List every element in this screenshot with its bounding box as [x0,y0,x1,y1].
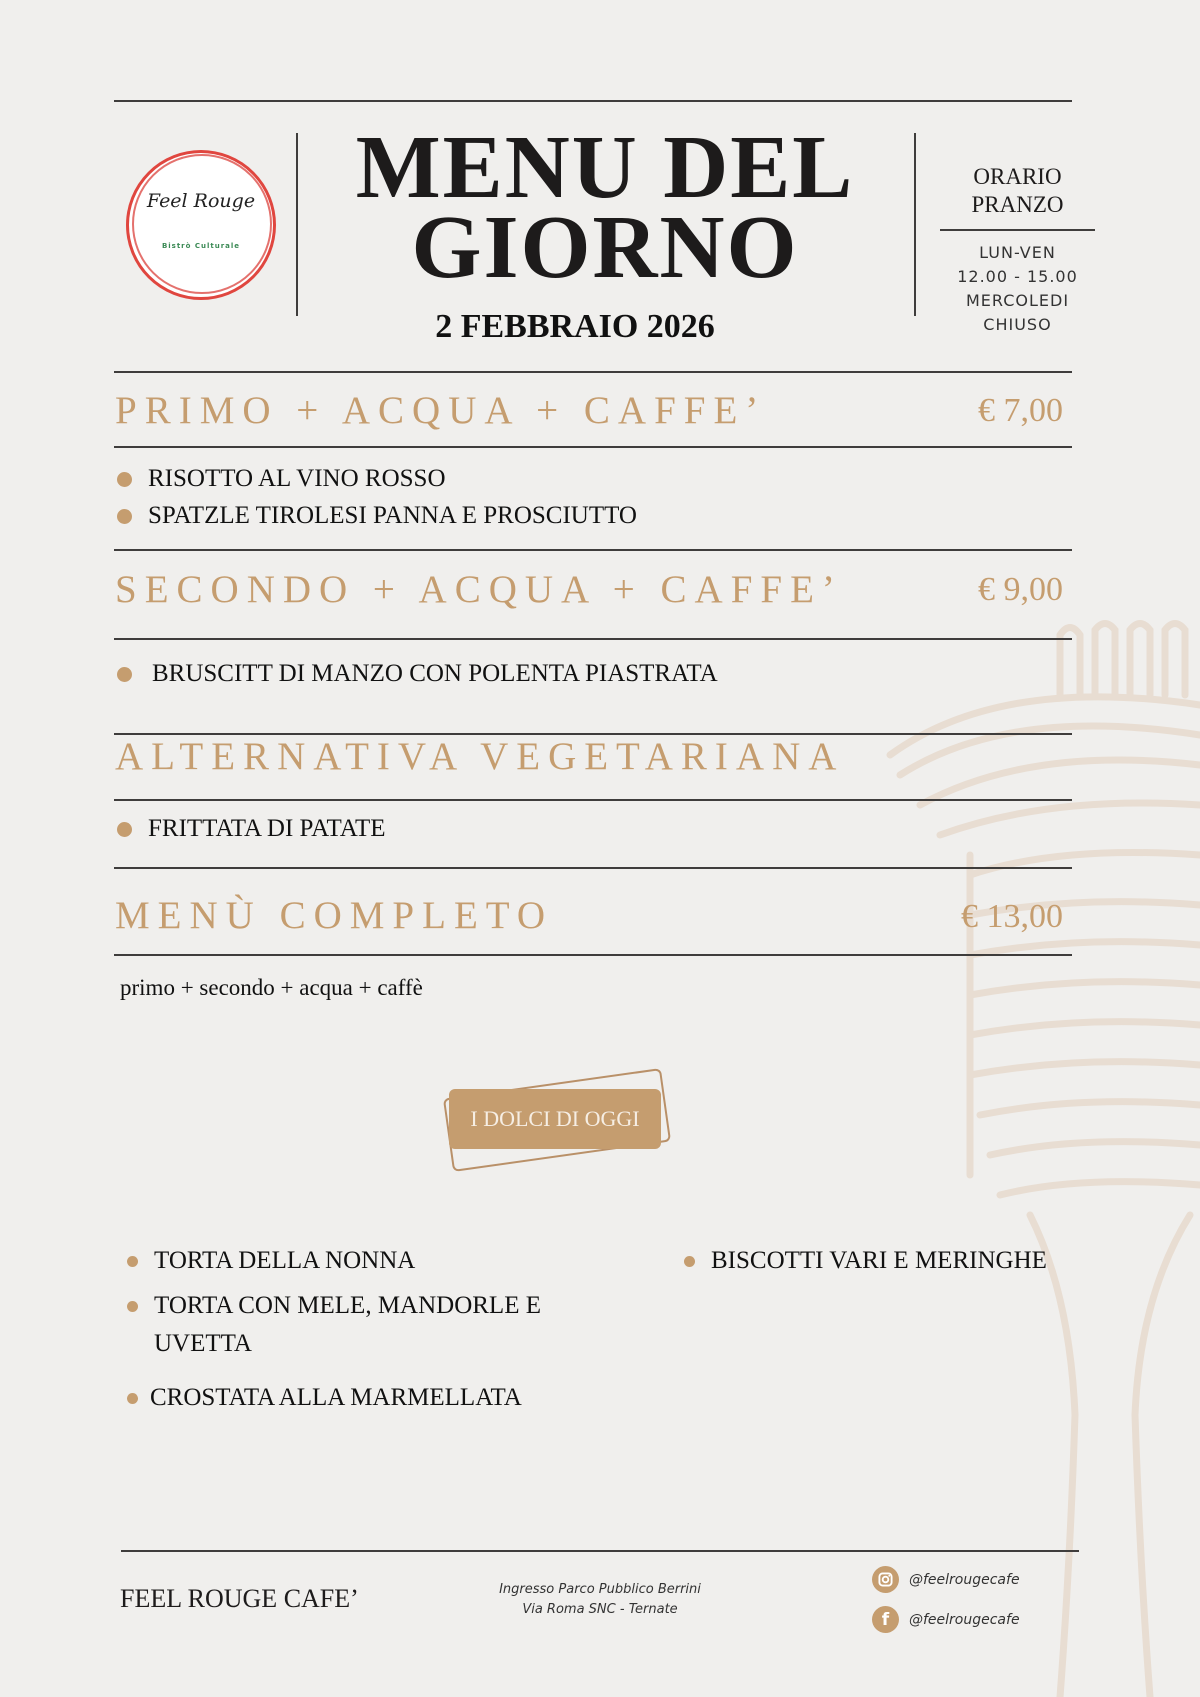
dolci-item: TORTA CON MELE, MANDORLE E [127,1292,541,1320]
logo-subtitle: Bistrò Culturale [161,242,241,250]
section-divider [114,867,1072,869]
list-item: RISOTTO AL VINO ROSSO [117,465,446,493]
facebook-link[interactable]: f @feelrougecafe [872,1606,1020,1633]
menu-date: 2 FEBBRAIO 2026 [435,308,715,345]
section-divider [114,954,1072,956]
price-secondo: € 9,00 [978,571,1063,608]
header-divider-right [914,133,916,316]
logo-script: Feel Rouge [146,190,256,212]
section-divider [114,446,1072,448]
section-divider [114,371,1072,373]
footer-name: FEEL ROUGE CAFE’ [120,1584,359,1613]
section-title-completo: MENÙ COMPLETO [115,894,554,937]
price-primo: € 7,00 [978,392,1063,429]
section-divider [114,799,1072,801]
dolci-item: BISCOTTI VARI E MERINGHE [684,1247,1047,1275]
bullet-icon [127,1256,138,1267]
logo [128,152,274,298]
bullet-icon [117,509,132,524]
section-divider [114,638,1072,640]
section-divider [114,549,1072,551]
bullet-icon [117,472,132,487]
bullet-icon [127,1393,138,1404]
list-item: BRUSCITT DI MANZO CON POLENTA PIASTRATA [117,660,718,688]
instagram-link[interactable]: @feelrougecafe [872,1566,1020,1593]
dolci-item: TORTA DELLA NONNA [127,1247,415,1275]
top-divider [114,100,1072,102]
section-title-vegetariana: ALTERNATIVA VEGETARIANA [115,735,845,778]
page-title [300,118,910,297]
section-title-primo: PRIMO + ACQUA + CAFFE’ [115,389,767,432]
title-line-1: MENU DEL [355,118,855,217]
dolci-item: CROSTATA ALLA MARMELLATA [127,1384,522,1412]
fork-pasta-watermark-icon [880,615,1200,1697]
list-item: FRITTATA DI PATATE [117,815,386,843]
bullet-icon [127,1301,138,1312]
list-item: SPATZLE TIROLESI PANNA E PROSCIUTTO [117,502,637,530]
instagram-icon [872,1566,899,1593]
dolci-item-continued: UVETTA [154,1330,252,1357]
bullet-icon [684,1256,695,1267]
bullet-icon [117,822,132,837]
section-title-secondo: SECONDO + ACQUA + CAFFE’ [115,568,843,611]
menu-completo-note: primo + secondo + acqua + caffè [120,975,423,1000]
footer-address: Ingresso Parco Pubblico Berrini Via Roma SNC - Ternate [499,1582,701,1617]
bullet-icon [117,667,132,682]
hours-title: ORARIO PRANZO [971,164,1064,217]
header-divider-left [296,133,298,316]
facebook-icon: f [872,1606,899,1633]
title-line-2: GIORNO [411,198,799,297]
price-completo: € 13,00 [961,898,1063,935]
dolci-badge: I DOLCI DI OGGI [445,1075,663,1157]
footer-divider [121,1550,1079,1552]
hours-divider [940,229,1095,231]
hours-details: LUN-VEN 12.00 - 15.00 MERCOLEDI CHIUSO [957,243,1078,334]
